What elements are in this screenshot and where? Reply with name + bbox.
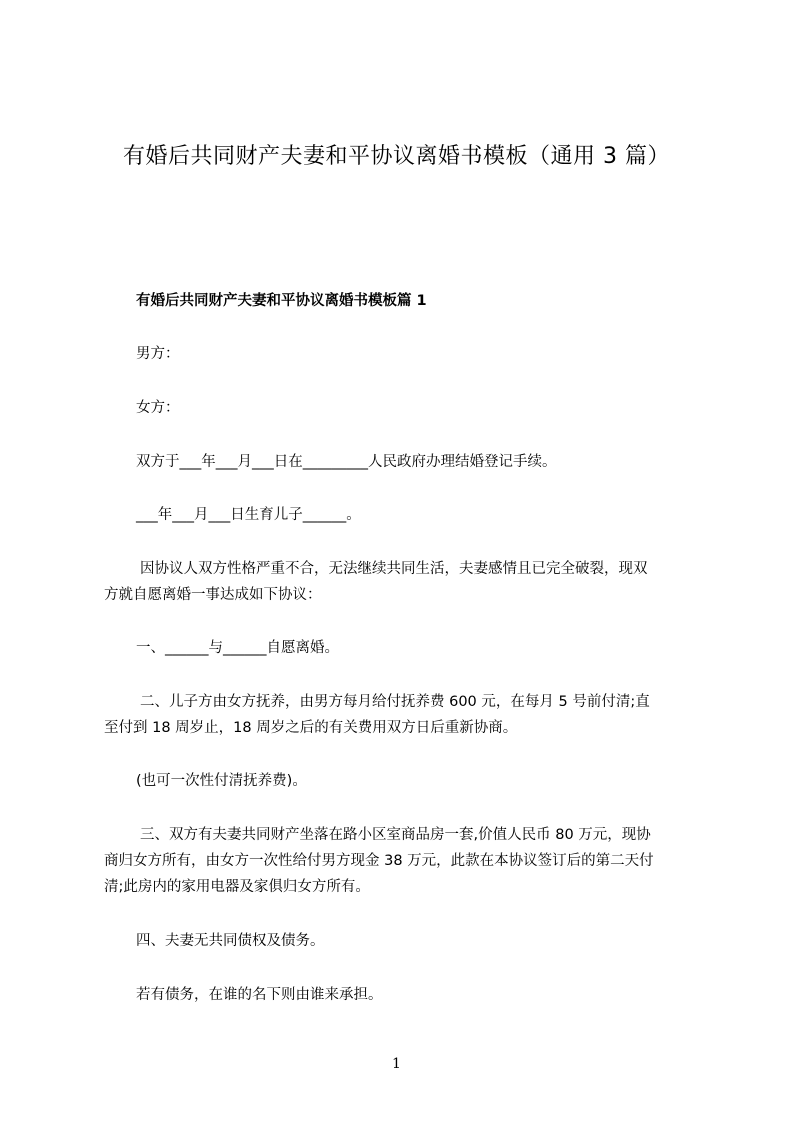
clause-4-note: 若有债务，在谁的名下则由谁来承担。 (136, 987, 383, 1003)
reason-paragraph-line-2: 方就自愿离婚一事达成如下协议： (104, 587, 322, 603)
clause-2-line-1: 二、儿子方由女方抚养，由男方每月给付抚养费 600 元，在每月 5 号前付清;直 (140, 694, 650, 710)
clause-2-note: (也可一次性付清抚养费)。 (136, 773, 307, 789)
clause-1: 一、______与______自愿离婚。 (136, 640, 339, 656)
clause-3-line-1: 三、双方有夫妻共同财产坐落在路小区室商品房一套,价值人民币 80 万元，现协 (140, 827, 651, 843)
male-party-line: 男方： (136, 346, 180, 362)
clause-4: 四、夫妻无共同债权及债务。 (136, 933, 325, 949)
clause-3-line-2: 商归女方所有，由女方一次性给付男方现金 38 万元，此款在本协议签订后的第二天付 (104, 853, 654, 869)
female-party-line: 女方： (136, 400, 180, 416)
birth-line: ___年___月___日生育儿子______。 (136, 507, 361, 523)
document-title: 有婚后共同财产夫妻和平协议离婚书模板（通用 3 篇） (123, 144, 670, 169)
clause-3-line-3: 清;此房内的家用电器及家俱归女方所有。 (104, 879, 370, 895)
section-heading: 有婚后共同财产夫妻和平协议离婚书模板篇 1 (136, 293, 427, 309)
clause-2-line-2: 至付到 18 周岁止，18 周岁之后的有关费用双方日后重新协商。 (104, 720, 518, 736)
reason-paragraph-line-1: 因协议人双方性格严重不合，无法继续共同生活，夫妻感情且已完全破裂，现双 (140, 561, 648, 577)
page-number: 1 (392, 1056, 401, 1072)
registration-line: 双方于___年___月___日在_________人民政府办理结婚登记手续。 (136, 454, 557, 470)
